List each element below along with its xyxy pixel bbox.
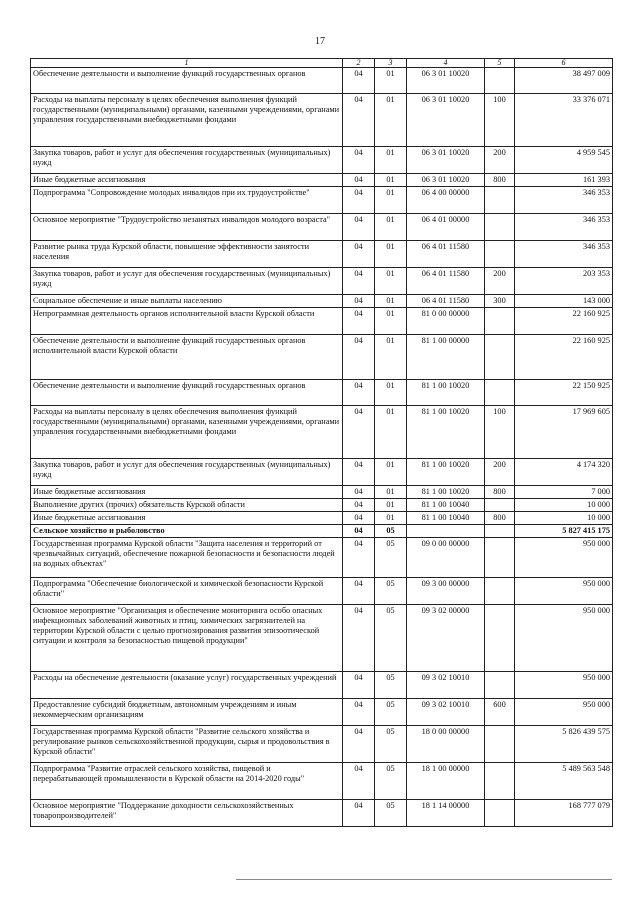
table-row bbox=[31, 578, 613, 605]
row-expense-type-cell: 800 bbox=[485, 174, 515, 187]
row-target-article-cell: 81 1 00 10020 bbox=[407, 486, 485, 499]
row-target-article-cell: 06 3 01 10020 bbox=[407, 147, 485, 174]
row-expense-type-cell bbox=[485, 499, 515, 512]
row-amount-cell: 346 353 bbox=[515, 214, 613, 241]
row-amount-cell: 10 000 bbox=[515, 512, 613, 525]
row-amount-cell: 33 376 071 bbox=[515, 94, 613, 147]
table-row bbox=[31, 335, 613, 380]
row-target-article-cell: 18 0 00 00000 bbox=[407, 726, 485, 763]
row-target-article-cell: 18 1 14 00000 bbox=[407, 800, 485, 827]
row-amount-cell: 143 000 bbox=[515, 295, 613, 308]
row-subsection-cell: 01 bbox=[375, 380, 407, 406]
row-name-cell: Обеспечение деятельности и выполнение функций государственных органов bbox=[31, 380, 343, 406]
row-subsection-cell: 05 bbox=[375, 763, 407, 800]
row-target-article-cell: 81 1 00 10020 bbox=[407, 459, 485, 486]
table-row bbox=[31, 147, 613, 174]
row-target-article-cell: 09 3 02 00000 bbox=[407, 605, 485, 672]
row-section-cell: 04 bbox=[343, 308, 375, 335]
table-row bbox=[31, 268, 613, 295]
row-subsection-cell: 05 bbox=[375, 605, 407, 672]
row-section-cell: 04 bbox=[343, 68, 375, 94]
row-name-cell: Иные бюджетные ассигнования bbox=[31, 486, 343, 499]
row-amount-cell: 4 174 320 bbox=[515, 459, 613, 486]
row-section-cell: 04 bbox=[343, 486, 375, 499]
row-amount-cell: 950 000 bbox=[515, 538, 613, 578]
row-section-cell: 04 bbox=[343, 94, 375, 147]
row-expense-type-cell bbox=[485, 605, 515, 672]
table-row bbox=[31, 459, 613, 486]
row-expense-type-cell bbox=[485, 68, 515, 94]
row-section-cell: 04 bbox=[343, 187, 375, 214]
row-section-cell: 04 bbox=[343, 241, 375, 268]
row-expense-type-cell bbox=[485, 308, 515, 335]
row-section-cell: 04 bbox=[343, 174, 375, 187]
row-section-cell: 04 bbox=[343, 578, 375, 605]
table-row bbox=[31, 174, 613, 187]
row-target-article-cell: 18 1 00 00000 bbox=[407, 763, 485, 800]
row-subsection-cell: 01 bbox=[375, 268, 407, 295]
row-amount-cell: 7 000 bbox=[515, 486, 613, 499]
row-subsection-cell: 01 bbox=[375, 406, 407, 459]
row-subsection-cell: 01 bbox=[375, 68, 407, 94]
table-row bbox=[31, 525, 613, 538]
row-amount-cell: 203 353 bbox=[515, 268, 613, 295]
table-row bbox=[31, 187, 613, 214]
table-row bbox=[31, 380, 613, 406]
row-subsection-cell: 01 bbox=[375, 214, 407, 241]
row-target-article-cell: 06 4 01 00000 bbox=[407, 214, 485, 241]
row-target-article-cell: 06 4 01 11580 bbox=[407, 268, 485, 295]
row-section-cell: 04 bbox=[343, 295, 375, 308]
row-subsection-cell: 05 bbox=[375, 726, 407, 763]
row-amount-cell: 5 826 439 575 bbox=[515, 726, 613, 763]
row-expense-type-cell bbox=[485, 672, 515, 699]
row-subsection-cell: 01 bbox=[375, 459, 407, 486]
row-section-cell: 04 bbox=[343, 335, 375, 380]
row-amount-cell: 22 150 925 bbox=[515, 380, 613, 406]
table-row bbox=[31, 94, 613, 147]
row-section-cell: 04 bbox=[343, 214, 375, 241]
row-amount-cell: 346 353 bbox=[515, 187, 613, 214]
row-target-article-cell: 09 0 00 00000 bbox=[407, 538, 485, 578]
row-target-article-cell: 09 3 02 10010 bbox=[407, 699, 485, 726]
row-section-cell: 04 bbox=[343, 525, 375, 538]
row-section-cell: 04 bbox=[343, 406, 375, 459]
table-row bbox=[31, 295, 613, 308]
column-header: 4 bbox=[407, 59, 485, 68]
row-target-article-cell: 81 1 00 10020 bbox=[407, 380, 485, 406]
table-row bbox=[31, 214, 613, 241]
row-name-cell: Иные бюджетные ассигнования bbox=[31, 174, 343, 187]
row-expense-type-cell: 300 bbox=[485, 295, 515, 308]
table-row bbox=[31, 486, 613, 499]
row-name-cell: Закупка товаров, работ и услуг для обеспечения государственных (муниципальных) нужд bbox=[31, 459, 343, 486]
row-amount-cell: 38 497 009 bbox=[515, 68, 613, 94]
row-name-cell: Расходы на выплаты персоналу в целях обеспечения выполнения функций государственными (муниципальными) органами, казенными учреждениями, органами управления государственными внебюджетными фондами bbox=[31, 406, 343, 459]
row-expense-type-cell: 600 bbox=[485, 699, 515, 726]
column-header: 6 bbox=[515, 59, 613, 68]
row-name-cell: Развитие рынка труда Курской области, повышение эффективности занятости населения bbox=[31, 241, 343, 268]
row-section-cell: 04 bbox=[343, 763, 375, 800]
row-section-cell: 04 bbox=[343, 800, 375, 827]
row-amount-cell: 17 969 605 bbox=[515, 406, 613, 459]
row-target-article-cell: 06 4 01 11580 bbox=[407, 295, 485, 308]
row-expense-type-cell bbox=[485, 726, 515, 763]
row-expense-type-cell: 800 bbox=[485, 512, 515, 525]
table-row bbox=[31, 406, 613, 459]
table-row bbox=[31, 800, 613, 827]
row-section-cell: 04 bbox=[343, 512, 375, 525]
row-name-cell: Обеспечение деятельности и выполнение функций государственных органов bbox=[31, 68, 343, 94]
column-header: 1 bbox=[31, 59, 343, 68]
row-amount-cell: 950 000 bbox=[515, 672, 613, 699]
row-amount-cell: 950 000 bbox=[515, 605, 613, 672]
row-target-article-cell: 81 1 00 10020 bbox=[407, 406, 485, 459]
row-name-cell: Непрограммная деятельность органов исполнительной власти Курской области bbox=[31, 308, 343, 335]
row-subsection-cell: 05 bbox=[375, 578, 407, 605]
row-amount-cell: 950 000 bbox=[515, 699, 613, 726]
row-expense-type-cell bbox=[485, 800, 515, 827]
row-expense-type-cell bbox=[485, 763, 515, 800]
row-amount-cell: 950 000 bbox=[515, 578, 613, 605]
row-subsection-cell: 01 bbox=[375, 147, 407, 174]
row-name-cell: Государственная программа Курской области "Развитие сельского хозяйства и регулирование рынков сельскохозяйственной продукции, сырья и продовольствия в Курской области" bbox=[31, 726, 343, 763]
table-row bbox=[31, 699, 613, 726]
row-expense-type-cell: 100 bbox=[485, 406, 515, 459]
row-name-cell: Основное мероприятие "Поддержание доходности сельскохозяйственных товаропроизводителей" bbox=[31, 800, 343, 827]
row-target-article-cell: 06 3 01 10020 bbox=[407, 174, 485, 187]
row-subsection-cell: 05 bbox=[375, 525, 407, 538]
page-number: 17 bbox=[315, 36, 325, 47]
row-expense-type-cell bbox=[485, 187, 515, 214]
row-target-article-cell: 09 3 02 10010 bbox=[407, 672, 485, 699]
row-target-article-cell: 09 3 00 00000 bbox=[407, 578, 485, 605]
table-row bbox=[31, 605, 613, 672]
row-name-cell: Закупка товаров, работ и услуг для обеспечения государственных (муниципальных) нужд bbox=[31, 268, 343, 295]
row-name-cell: Выполнение других (прочих) обязательств Курской области bbox=[31, 499, 343, 512]
row-name-cell: Подпрограмма "Сопровождение молодых инвалидов при их трудоустройстве" bbox=[31, 187, 343, 214]
row-amount-cell: 22 160 925 bbox=[515, 335, 613, 380]
row-section-cell: 04 bbox=[343, 726, 375, 763]
row-target-article-cell: 81 1 00 00000 bbox=[407, 335, 485, 380]
row-name-cell: Закупка товаров, работ и услуг для обеспечения государственных (муниципальных) нужд bbox=[31, 147, 343, 174]
row-amount-cell: 5 827 415 175 bbox=[515, 525, 613, 538]
row-subsection-cell: 01 bbox=[375, 295, 407, 308]
row-expense-type-cell: 800 bbox=[485, 486, 515, 499]
row-amount-cell: 161 393 bbox=[515, 174, 613, 187]
row-subsection-cell: 05 bbox=[375, 538, 407, 578]
row-name-cell: Государственная программа Курской области "Защита населения и территорий от чрезвычайных ситуаций, обеспечение пожарной безопасности и безопасности людей на водных объектах" bbox=[31, 538, 343, 578]
row-name-cell: Подпрограмма "Развитие отраслей сельского хозяйства, пищевой и перерабатывающей промышленности в Курской области на 2014-2020 годы" bbox=[31, 763, 343, 800]
row-name-cell: Основное мероприятие "Организация и обеспечение мониторинга особо опасных инфекционных заболеваний животных и птиц, химических загрязнителей на территории Курской области с целью прогнозирования развития эпизоотической ситуации и контроля за безопасностью пищевой продукции" bbox=[31, 605, 343, 672]
row-expense-type-cell bbox=[485, 525, 515, 538]
row-name-cell: Социальное обеспечение и иные выплаты населению bbox=[31, 295, 343, 308]
column-header: 2 bbox=[343, 59, 375, 68]
row-subsection-cell: 01 bbox=[375, 308, 407, 335]
row-subsection-cell: 01 bbox=[375, 187, 407, 214]
row-name-cell: Основное мероприятие "Трудоустройство незанятых инвалидов молодого возраста" bbox=[31, 214, 343, 241]
row-amount-cell: 22 160 925 bbox=[515, 308, 613, 335]
row-section-cell: 04 bbox=[343, 672, 375, 699]
row-expense-type-cell bbox=[485, 578, 515, 605]
row-name-cell: Иные бюджетные ассигнования bbox=[31, 512, 343, 525]
column-header: 5 bbox=[485, 59, 515, 68]
table-row bbox=[31, 726, 613, 763]
row-name-cell: Обеспечение деятельности и выполнение функций государственных органов исполнительной власти Курской области bbox=[31, 335, 343, 380]
table-row bbox=[31, 241, 613, 268]
page-edge-line bbox=[236, 879, 612, 880]
row-subsection-cell: 01 bbox=[375, 241, 407, 268]
row-amount-cell: 4 959 545 bbox=[515, 147, 613, 174]
row-expense-type-cell bbox=[485, 380, 515, 406]
table-row bbox=[31, 499, 613, 512]
row-section-cell: 04 bbox=[343, 380, 375, 406]
row-amount-cell: 5 489 563 548 bbox=[515, 763, 613, 800]
row-target-article-cell: 81 1 00 10040 bbox=[407, 499, 485, 512]
row-subsection-cell: 01 bbox=[375, 94, 407, 147]
row-section-cell: 04 bbox=[343, 268, 375, 295]
row-section-cell: 04 bbox=[343, 605, 375, 672]
row-target-article-cell: 06 3 01 10020 bbox=[407, 68, 485, 94]
row-expense-type-cell bbox=[485, 335, 515, 380]
row-name-cell: Сельское хозяйство и рыболовство bbox=[31, 525, 343, 538]
row-expense-type-cell: 200 bbox=[485, 147, 515, 174]
row-name-cell: Расходы на выплаты персоналу в целях обеспечения выполнения функций государственными (муниципальными) органами, казенными учреждениями, органами управления государственными внебюджетными фондами bbox=[31, 94, 343, 147]
row-section-cell: 04 bbox=[343, 499, 375, 512]
table-row bbox=[31, 538, 613, 578]
budget-table bbox=[30, 58, 613, 827]
table-row bbox=[31, 672, 613, 699]
row-expense-type-cell bbox=[485, 241, 515, 268]
row-amount-cell: 10 000 bbox=[515, 499, 613, 512]
row-subsection-cell: 01 bbox=[375, 499, 407, 512]
row-expense-type-cell bbox=[485, 214, 515, 241]
row-subsection-cell: 05 bbox=[375, 800, 407, 827]
row-target-article-cell: 81 0 00 00000 bbox=[407, 308, 485, 335]
row-name-cell: Подпрограмма "Обеспечение биологической и химической безопасности Курской области" bbox=[31, 578, 343, 605]
table-row bbox=[31, 763, 613, 800]
row-section-cell: 04 bbox=[343, 147, 375, 174]
column-header: 3 bbox=[375, 59, 407, 68]
row-expense-type-cell: 200 bbox=[485, 459, 515, 486]
row-subsection-cell: 01 bbox=[375, 335, 407, 380]
row-expense-type-cell: 200 bbox=[485, 268, 515, 295]
row-expense-type-cell bbox=[485, 538, 515, 578]
row-section-cell: 04 bbox=[343, 538, 375, 578]
row-target-article-cell: 06 4 01 11580 bbox=[407, 241, 485, 268]
row-subsection-cell: 05 bbox=[375, 699, 407, 726]
row-target-article-cell: 06 3 01 10020 bbox=[407, 94, 485, 147]
table-row bbox=[31, 68, 613, 94]
row-subsection-cell: 01 bbox=[375, 174, 407, 187]
row-subsection-cell: 01 bbox=[375, 486, 407, 499]
row-target-article-cell: 81 1 00 10040 bbox=[407, 512, 485, 525]
row-expense-type-cell: 100 bbox=[485, 94, 515, 147]
row-name-cell: Расходы на обеспечение деятельности (оказание услуг) государственных учреждений bbox=[31, 672, 343, 699]
row-name-cell: Предоставление субсидий бюджетным, автономным учреждениям и иным некоммерческим организациям bbox=[31, 699, 343, 726]
row-subsection-cell: 05 bbox=[375, 672, 407, 699]
row-target-article-cell bbox=[407, 525, 485, 538]
row-amount-cell: 168 777 079 bbox=[515, 800, 613, 827]
table-row bbox=[31, 308, 613, 335]
row-amount-cell: 346 353 bbox=[515, 241, 613, 268]
row-subsection-cell: 01 bbox=[375, 512, 407, 525]
table-row bbox=[31, 512, 613, 525]
row-section-cell: 04 bbox=[343, 459, 375, 486]
header-row bbox=[31, 59, 613, 68]
row-section-cell: 04 bbox=[343, 699, 375, 726]
row-target-article-cell: 06 4 00 00000 bbox=[407, 187, 485, 214]
